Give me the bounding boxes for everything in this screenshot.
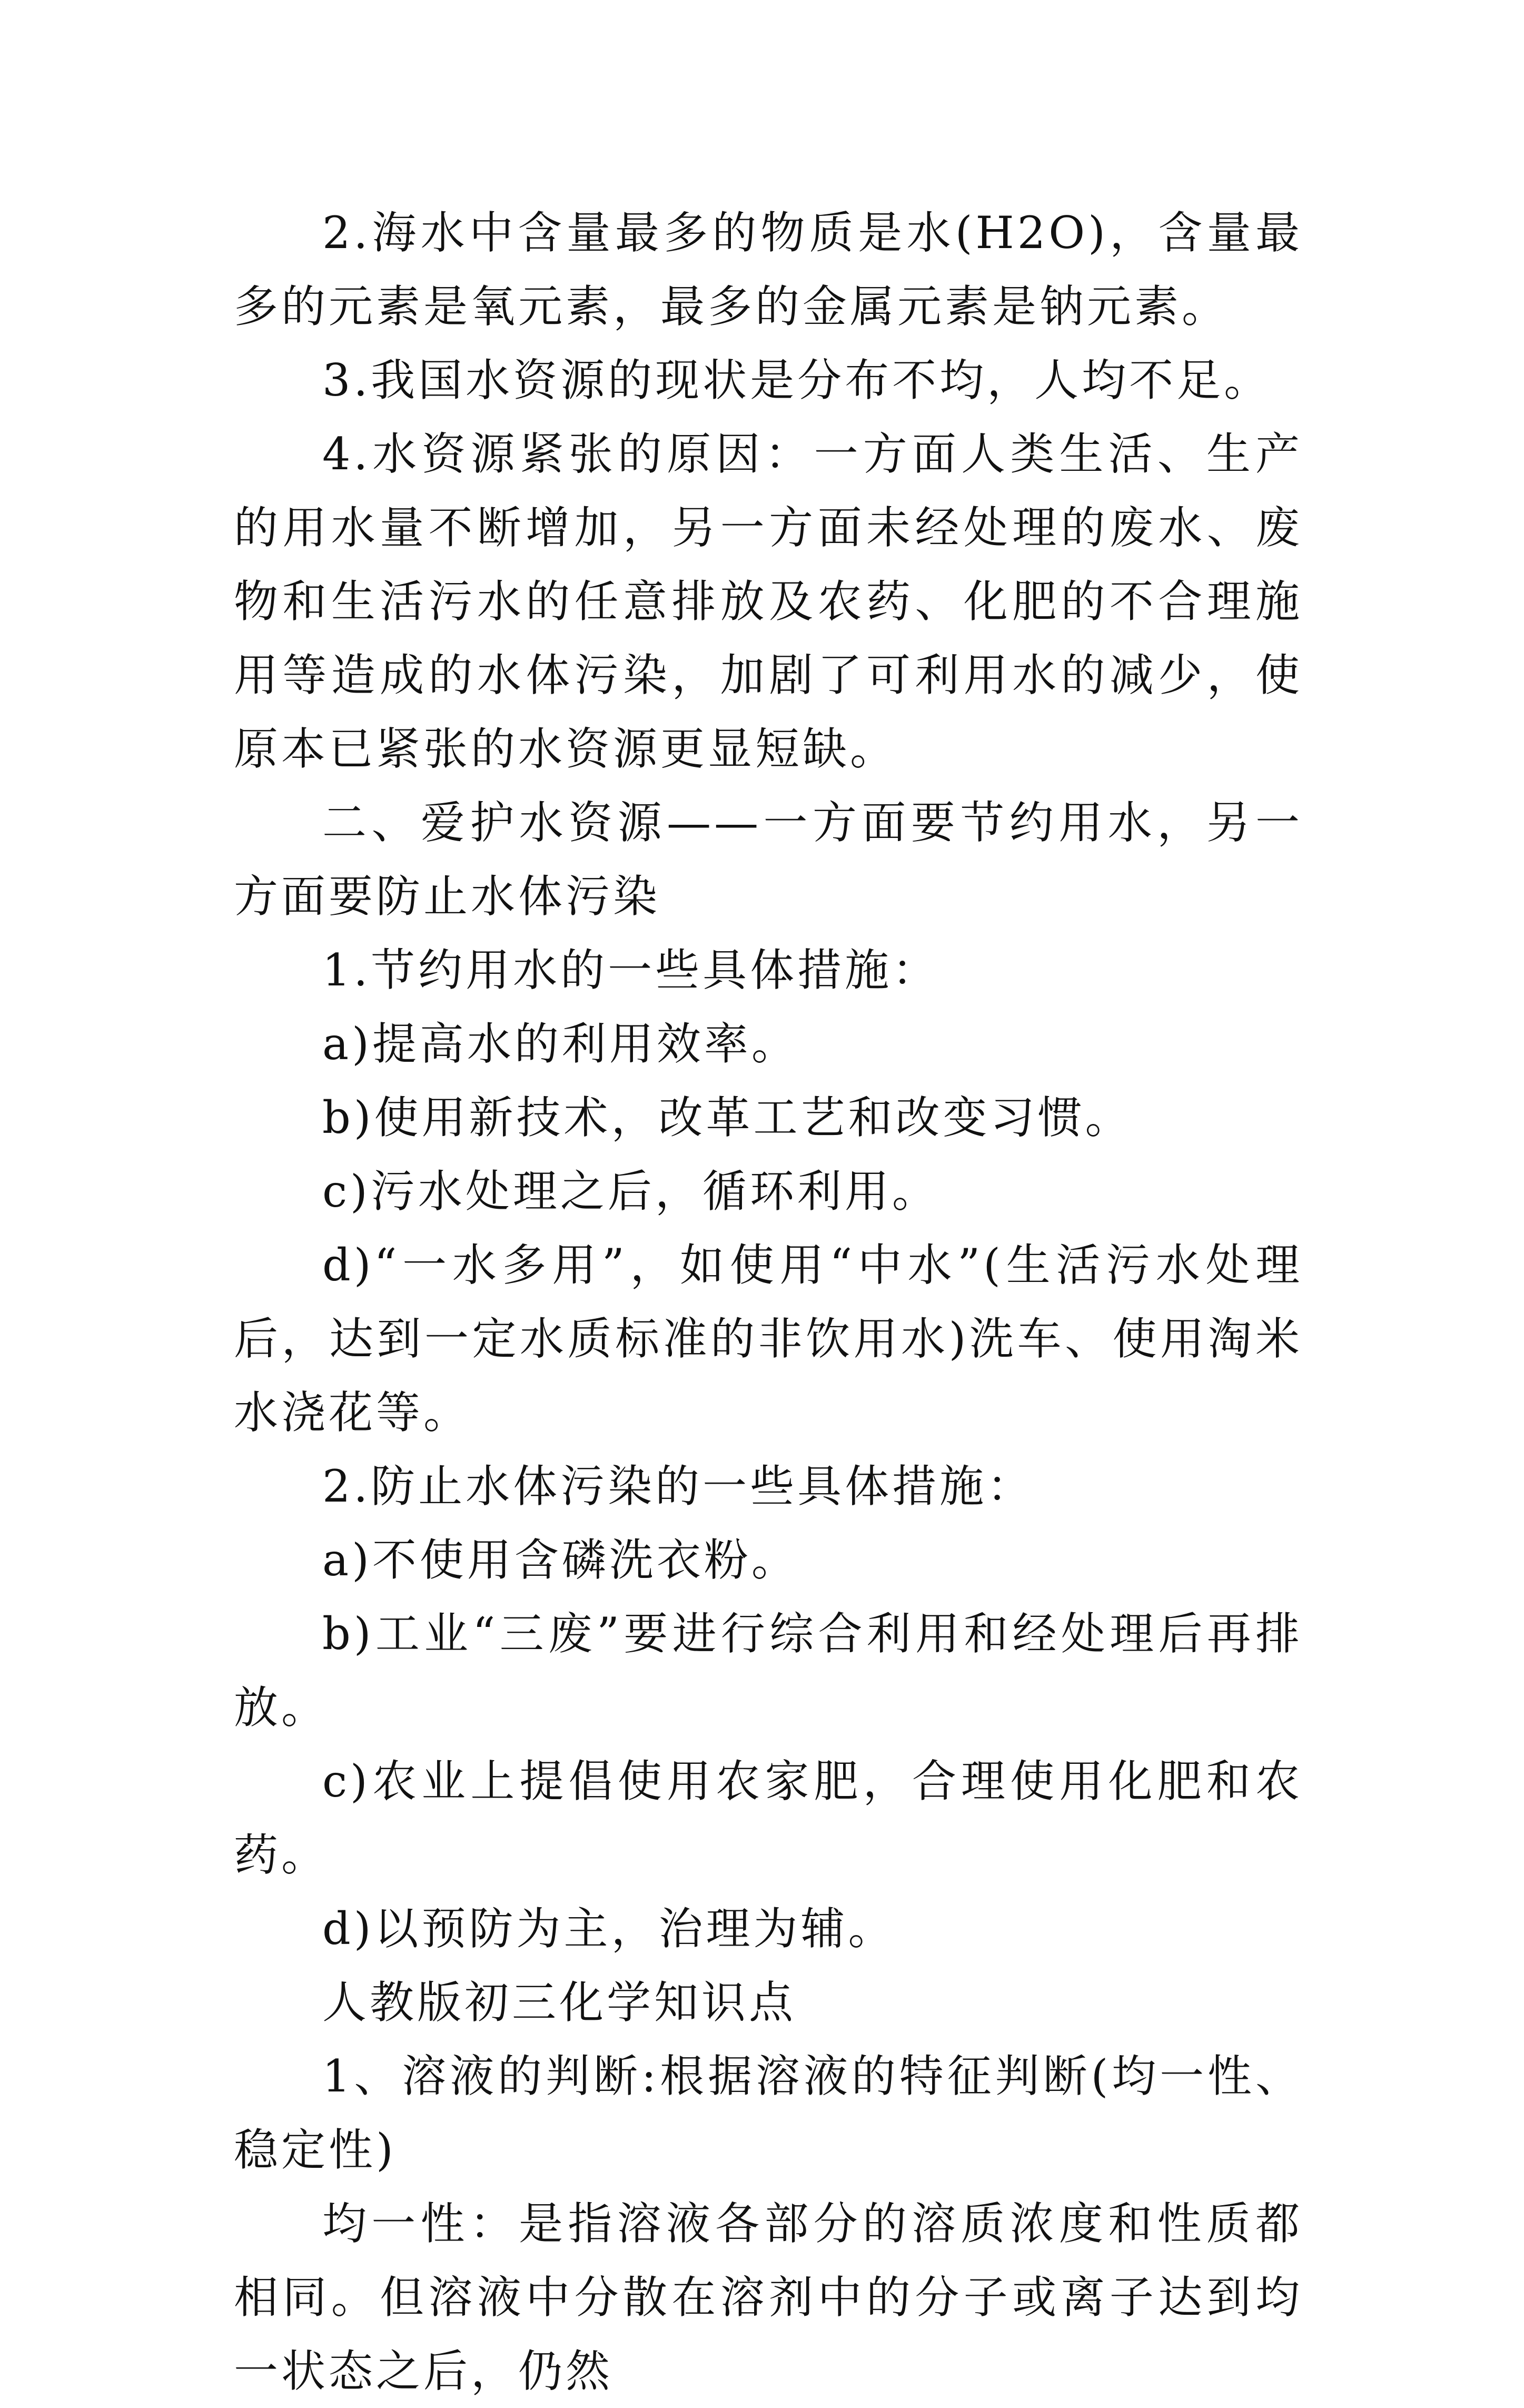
paragraph: 3.我国水资源的现状是分布不均，人均不足。 xyxy=(322,354,1272,406)
section-heading: 二、爱护水资源——一方面要节约用水，另一方面要防止水体污染 xyxy=(234,797,1303,922)
paragraph: 2.海水中含量最多的物质是水(H2O)，含量最多的元素是氧元素，最多的金属元素是钠元素。 xyxy=(234,207,1303,332)
list-item: d)以预防为主，治理为辅。 xyxy=(322,1903,896,1955)
list-item: d)“一水多用”，如使用“中水”(生活污水处理后，达到一定水质标准的非饮用水)洗车、使用淘米水浇花等。 xyxy=(234,1239,1303,1438)
list-item: b)使用新技术，改革工艺和改变习惯。 xyxy=(322,1092,1133,1143)
list-item: c)污水处理之后，循环利用。 xyxy=(322,1166,939,1217)
paragraph: 1、溶液的判断:根据溶液的特征判断(均一性、稳定性) xyxy=(234,2050,1303,2176)
list-item: a)不使用含磷洗衣粉。 xyxy=(322,1534,799,1586)
document-body xyxy=(234,196,1303,2408)
paragraph: 均一性：是指溶液各部分的溶质浓度和性质都相同。但溶液中分散在溶剂中的分子或离子达到均一状态之后，仍然 xyxy=(234,2198,1303,2397)
list-item: b)工业“三废”要进行综合利用和经处理后再排放。 xyxy=(234,1608,1303,1733)
paragraph: 4.水资源紧张的原因：一方面人类生活、生产的用水量不断增加，另一方面未经处理的废水、废物和生活污水的任意排放及农药、化肥的不合理施用等造成的水体污染，加剧了可利用水的减少，使原本已紧张的水资源更显短缺。 xyxy=(234,428,1303,775)
paragraph: 1.节约用水的一些具体措施： xyxy=(322,944,940,996)
paragraph: 2.防止水体污染的一些具体措施： xyxy=(322,1460,1035,1512)
list-item: c)农业上提倡使用农家肥，合理使用化肥和农药。 xyxy=(234,1755,1303,1881)
section-title: 人教版初三化学知识点 xyxy=(322,1977,797,2028)
list-item: a)提高水的利用效率。 xyxy=(322,1018,799,1070)
